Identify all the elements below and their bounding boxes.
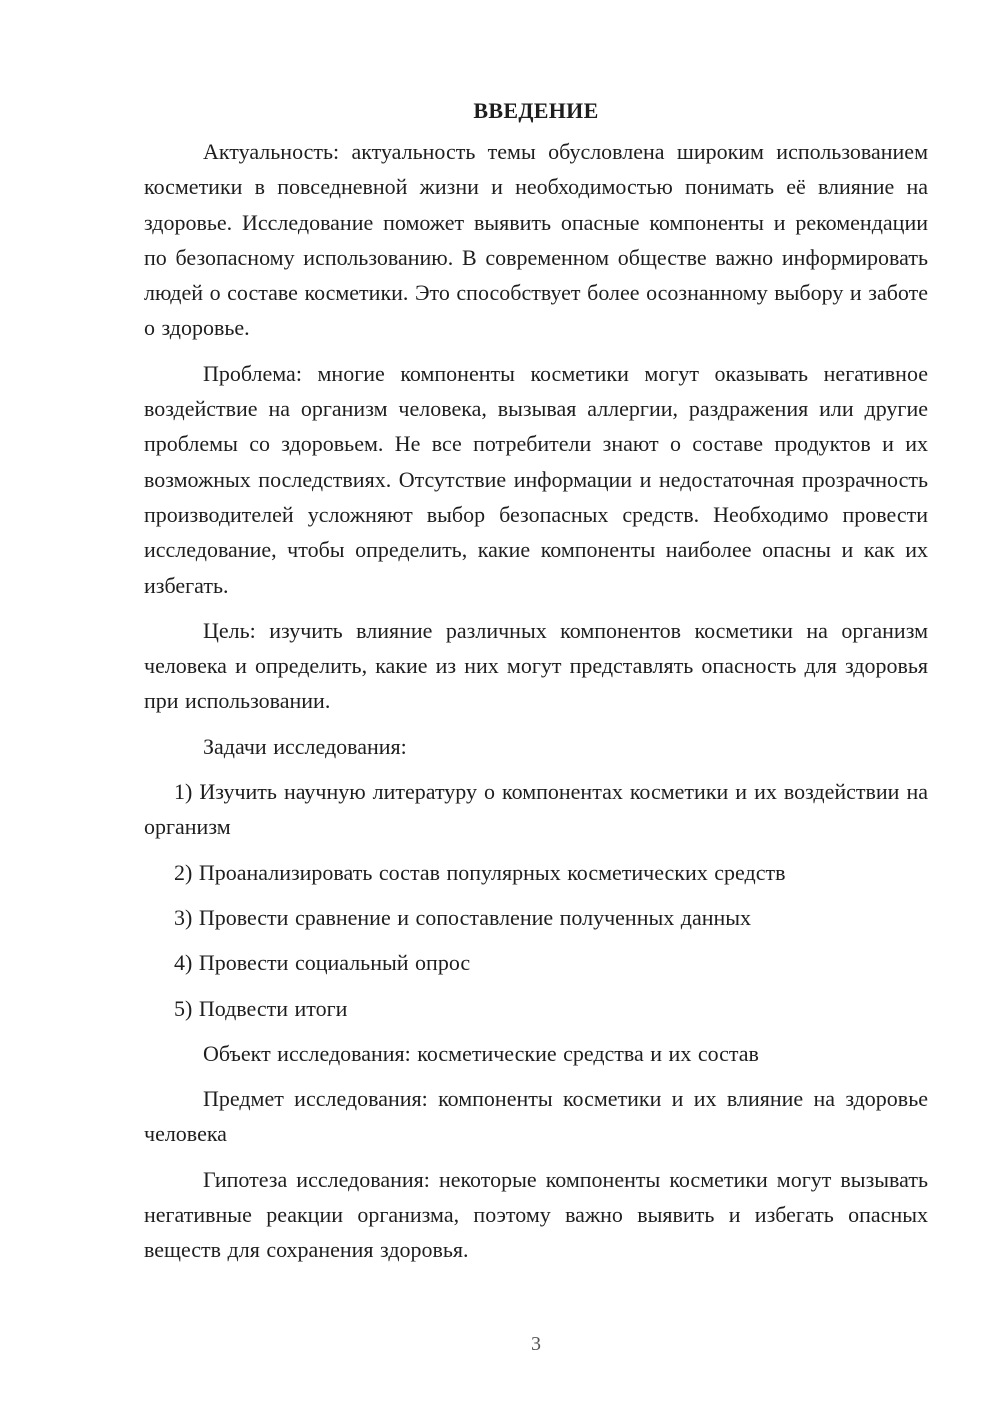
- tasks-heading: Задачи исследования:: [203, 733, 407, 759]
- task-item-2: 2) Проанализировать состав популярных косметических средств: [174, 859, 786, 885]
- task-item-3: 3) Провести сравнение и сопоставление полученных данных: [174, 904, 752, 930]
- goal-paragraph: Цель: изучить влияние различных компонентов косметики на организм человека и определить, какие из них могут представлять опасность для здоровья при использовании.: [144, 617, 928, 714]
- page-number: 3: [531, 1333, 541, 1355]
- problem-paragraph: Проблема: многие компоненты косметики могут оказывать негативное воздействие на организм человека, вызывая аллергии, раздражения или другие проблемы со здоровьем. Не все потребители знают о составе продуктов и их возможных последствиях. Отсутствие информации и недостаточная прозрачность производителей усложняют выбор безопасных средств. Необходимо провести исследование, чтобы определить, какие компоненты наиболее опасны и как их избегать.: [144, 360, 928, 598]
- task-item-1: 1) Изучить научную литературу о компонентах косметики и их воздействии на организм: [144, 779, 928, 840]
- research-object: Объект исследования: косметические средства и их состав: [203, 1040, 759, 1066]
- relevance-paragraph: Актуальность: актуальность темы обусловлена широким использованием косметики в повседневной жизни и необходимостью понимать её влияние на здоровье. Исследование поможет выявить опасные компоненты и рекомендации по безопасному использованию. В современном обществе важно информировать людей о составе косметики. Это способствует более осознанному выбору и заботе о здоровье.: [144, 139, 928, 341]
- section-title: ВВЕДЕНИЕ: [473, 98, 599, 123]
- task-item-5: 5) Подвести итоги: [174, 995, 348, 1021]
- research-hypothesis: Гипотеза исследования: некоторые компоненты косметики могут вызывать негативные реакции организма, поэтому важно выявить и избегать опасных веществ для сохранения здоровья.: [144, 1166, 928, 1263]
- task-item-4: 4) Провести социальный опрос: [174, 950, 471, 976]
- research-subject: Предмет исследования: компоненты косметики и их влияние на здоровье человека: [144, 1086, 928, 1147]
- page-content: [144, 96, 928, 1278]
